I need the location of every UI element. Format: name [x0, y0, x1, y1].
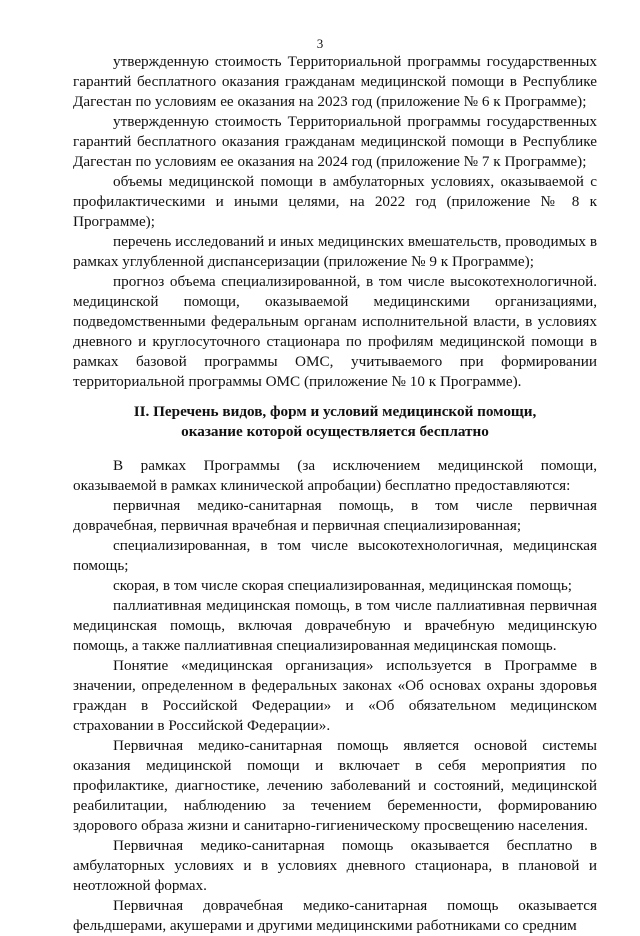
paragraph-cost-2024: утвержденную стоимость Территориальной программы государственных гарантий бесплатного оказания гражданам медицинской помощи в Республике Дагестан по условиям ее оказания на 2024 год (приложение № 7 к Программе); — [73, 113, 597, 170]
paragraph-specialized-care: специализированная, в том числе высокотехнологичная, медицинская помощь; — [73, 537, 597, 574]
page-number: 3 — [316, 36, 324, 51]
paragraph-primary-care: первичная медико-санитарная помощь, в том числе первичная доврачебная, первичная врачебная и первичная специализированная; — [73, 497, 597, 534]
paragraph-free-provision-intro: В рамках Программы (за исключением медицинской помощи, оказываемой в рамках клинической апробации) бесплатно предоставляются: — [73, 457, 597, 494]
paragraph-primary-care-basis: Первичная медико-санитарная помощь является основой системы оказания медицинской помощи и включает в себя мероприятия по профилактике, диагностике, лечению заболеваний и состояний, медицинской реабилитации, наблюдению за течением беременности, формированию здорового образа жизни и санитарно-гигиеническому просвещению населения. — [73, 737, 597, 834]
section-heading-line-1: II. Перечень видов, форм и условий медицинской помощи, — [133, 403, 537, 420]
paragraph-emergency-care: скорая, в том числе скорая специализированная, медицинская помощь; — [113, 577, 572, 594]
paragraph-prephysician-care: Первичная доврачебная медико-санитарная помощь оказывается фельдшерами, акушерами и другими медицинскими работниками со средним — [73, 897, 597, 934]
paragraph-primary-care-conditions: Первичная медико-санитарная помощь оказывается бесплатно в амбулаторных условиях и в условиях дневного стационара, в плановой и неотложной формах. — [73, 837, 597, 894]
paragraph-medical-organization-definition: Понятие «медицинская организация» используется в Программе в значении, определенном в федеральных законах «Об основах охраны здоровья граждан в Российской Федерации» и «Об обязательном медицинском страховании в Российской Федерации». — [73, 657, 597, 734]
section-heading — [73, 402, 597, 442]
paragraph-outpatient-volumes: объемы медицинской помощи в амбулаторных условиях, оказываемой с профилактическими и иными целями, на 2022 год (приложение № 8 к Программе); — [73, 173, 597, 230]
paragraph-dispensarization-list: перечень исследований и иных медицинских вмешательств, проводимых в рамках углубленной диспансеризации (приложение № 9 к Программе); — [73, 233, 597, 270]
paragraph-specialized-forecast: прогноз объема специализированной, в том числе высокотехнологичной. медицинской помощи, оказываемой медицинскими организациями, подведомственными федеральным органам исполнительной власти, в условиях дневного и круглосуточного стационара по профилям медицинской помощи в рамках базовой программы ОМС, учитываемого при формировании территориальной программы ОМС (приложение № 10 к Программе). — [73, 273, 597, 390]
paragraph-palliative-care: паллиативная медицинская помощь, в том числе паллиативная первичная медицинская помощь, включая доврачебную и врачебную медицинскую помощь, а также паллиативная специализированная медицинская помощь. — [73, 597, 597, 654]
document-body — [73, 52, 597, 936]
section-heading-line-2: оказание которой осуществляется бесплатно — [181, 423, 489, 440]
paragraph-cost-2023: утвержденную стоимость Территориальной программы государственных гарантий бесплатного оказания гражданам медицинской помощи в Республике Дагестан по условиям ее оказания на 2023 год (приложение № 6 к Программе); — [73, 53, 597, 110]
